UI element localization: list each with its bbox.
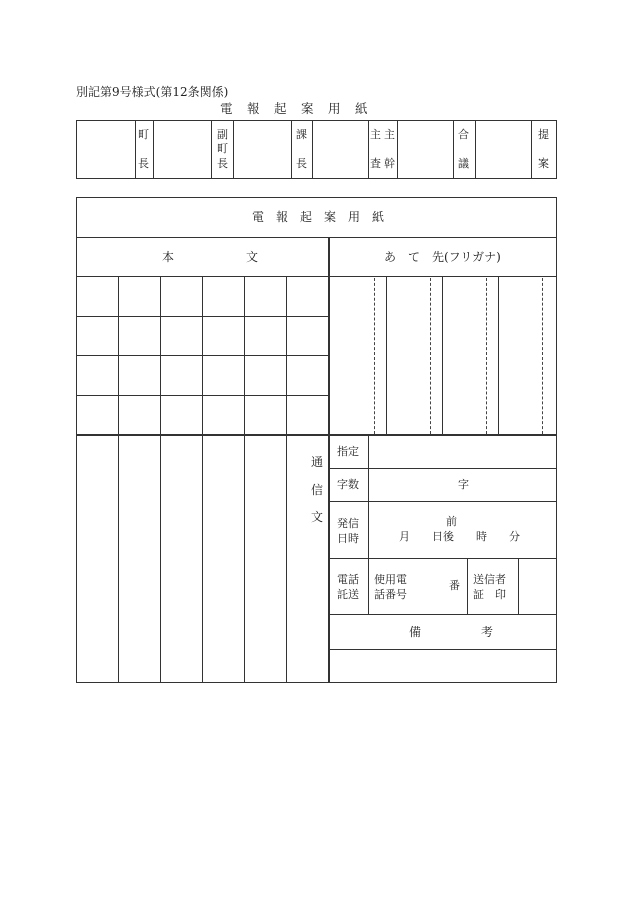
form-label: 別記第9号様式(第12条関係): [76, 85, 229, 99]
label-gougi: 合 議: [458, 128, 469, 170]
hasshin-nichiji-label: 発信 日時: [337, 517, 359, 546]
label-shukan: 主 幹: [384, 128, 395, 170]
label-teian: 提 案: [538, 128, 549, 170]
datetime-line: 月 日後 時 分: [399, 530, 520, 543]
bikou-field[interactable]: [331, 651, 555, 681]
form-title: 電 報 起 案 用 紙: [252, 210, 385, 224]
shitei-field[interactable]: [370, 437, 555, 467]
soushinsha-label: 送信者 証 印: [473, 573, 506, 602]
shiyou-denwa-label: 使用電 話番号: [374, 573, 407, 602]
label-chou: 町 長: [138, 128, 149, 170]
label-shusa: 主 査: [370, 128, 381, 170]
denwa-takusou-label: 電話 託送: [337, 573, 359, 602]
bikou-label: 備 考: [409, 625, 494, 639]
jisu-label: 字数: [337, 478, 359, 491]
label-fukuchou: 副 町 長: [217, 128, 228, 170]
ban-label: 番: [449, 579, 460, 592]
atesaki-header: あ て 先(フリガナ): [384, 250, 501, 264]
label-kachou: 課 長: [296, 128, 307, 170]
mae-label: 前: [446, 515, 457, 528]
shitei-label: 指定: [337, 445, 359, 458]
tsushinbun-label: 通 信 文: [311, 455, 324, 525]
page-title: 電 報 起 案 用 紙: [220, 101, 369, 116]
ji-label: 字: [458, 478, 469, 491]
honbun-header: 本 文: [162, 250, 259, 264]
